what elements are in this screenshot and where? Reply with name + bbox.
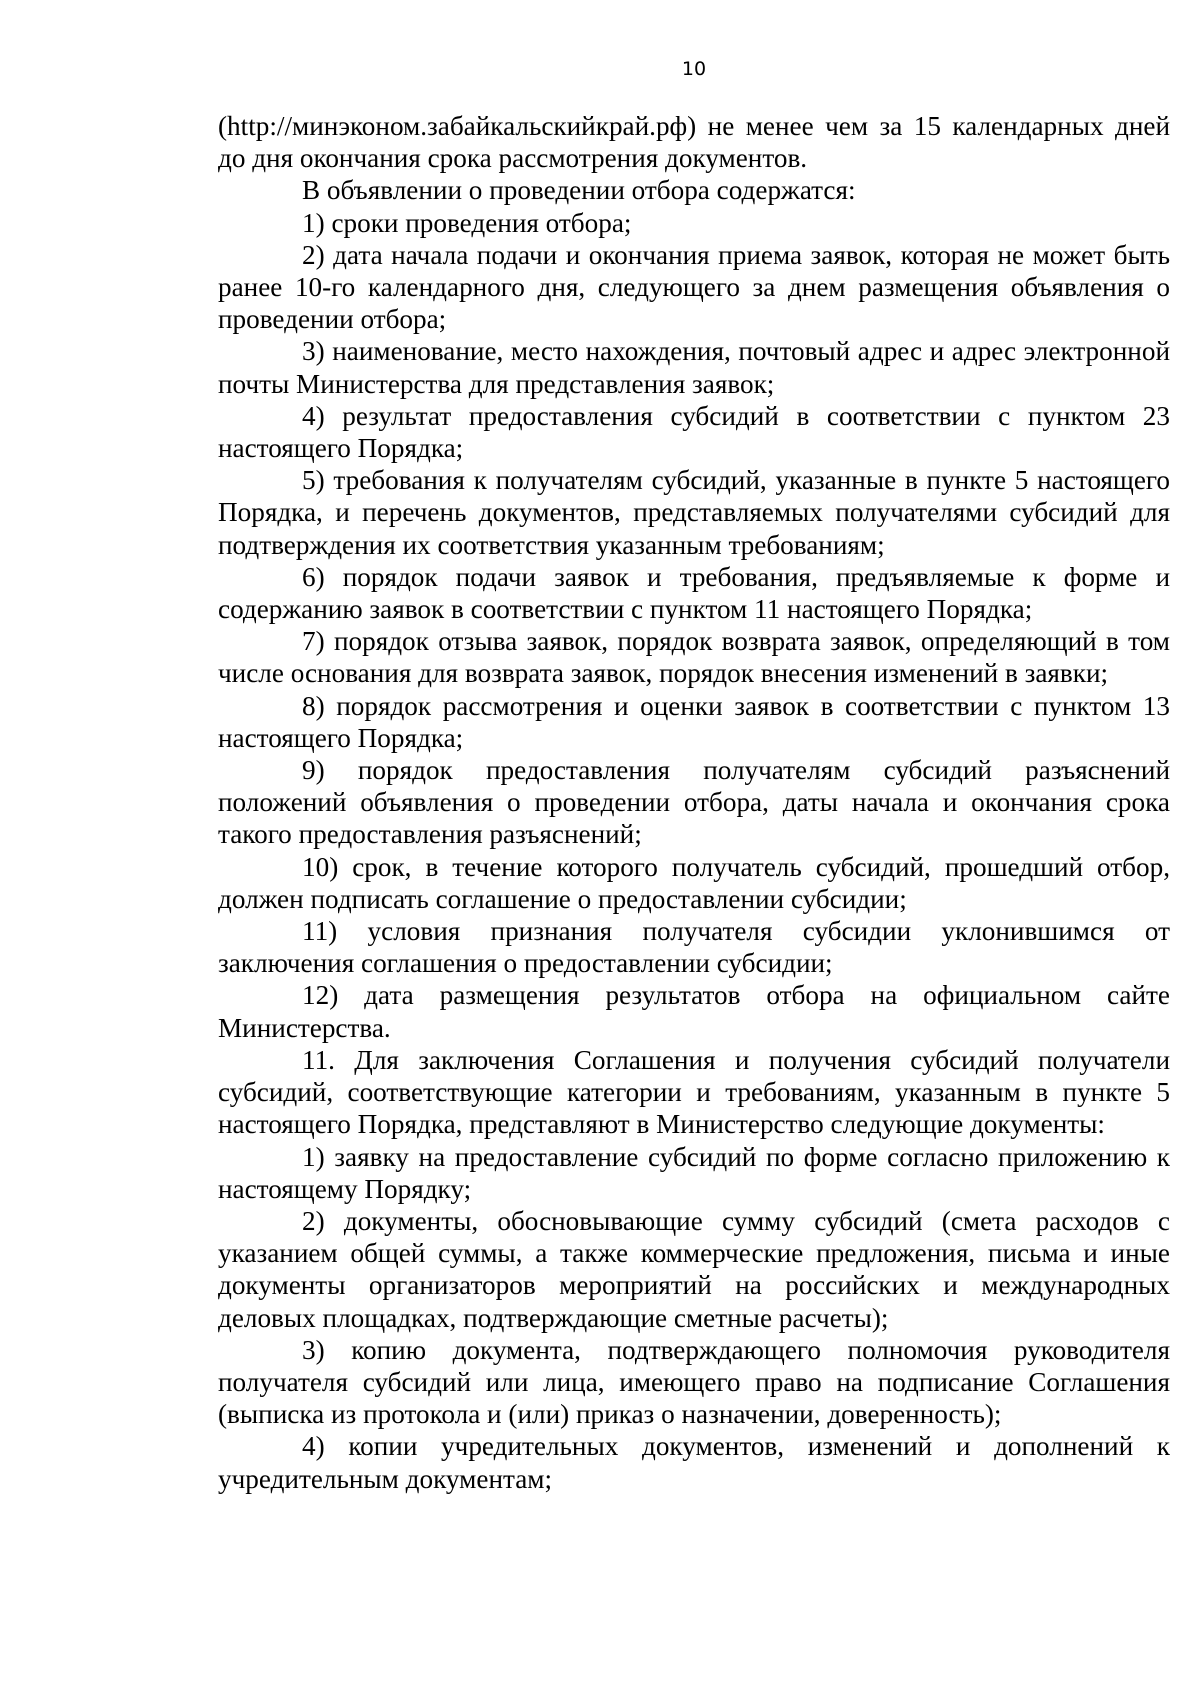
paragraph-continuation: (http://минэконом.забайкальскийкрай.рф) не менее чем за 15 календарных дней до дня окончания срока рассмотрения документов. [218, 111, 1170, 174]
list-item-7: 7) порядок отзыва заявок, порядок возврата заявок, определяющий в том числе основания для возврата заявок, порядок внесения изменений в заявки; [218, 626, 1170, 689]
document-list-item-1: 1) заявку на предоставление субсидий по форме согласно приложению к настоящему Порядку; [218, 1141, 1170, 1204]
list-item-11: 11) условия признания получателя субсидии уклонившимся от заключения соглашения о предоставлении субсидии; [218, 916, 1170, 979]
list-item-4: 4) результат предоставления субсидий в соответствии с пунктом 23 настоящего Порядка; [218, 400, 1170, 464]
list-item-9: 9) порядок предоставления получателям субсидий разъяснений положений объявления о проведении отбора, даты начала и окончания срока такого предоставления разъяснений; [218, 755, 1170, 850]
paragraph-announcement-intro: В объявлении о проведении отбора содержатся: [302, 175, 856, 206]
list-item-6: 6) порядок подачи заявок и требования, предъявляемые к форме и содержанию заявок в соответствии с пунктом 11 настоящего Порядка; [218, 561, 1170, 625]
list-item-12: 12) дата размещения результатов отбора на официальном сайте Министерства. [218, 980, 1170, 1043]
document-list-item-3: 3) копию документа, подтверждающего полномочия руководителя получателя субсидий или лица, имеющего право на подписание Соглашения (выписка из протокола и (или) приказ о назначении, доверенность); [218, 1334, 1170, 1430]
list-item-1: 1) сроки проведения отбора; [302, 207, 632, 238]
page-number: 10 [681, 58, 707, 80]
document-list-item-2: 2) документы, обосновывающие сумму субсидий (смета расходов с указанием общей суммы, а также коммерческие предложения, письма и иные документы организаторов мероприятий на российских и международных деловых площадках, подтверждающие сметные расчеты); [218, 1205, 1170, 1333]
document-body [218, 110, 1170, 1495]
section-11-paragraph: 11. Для заключения Соглашения и получения субсидий получатели субсидий, соответствующие категории и требованиям, указанным в пункте 5 настоящего Порядка, представляют в Министерство следующие документы: [218, 1044, 1170, 1140]
list-item-10: 10) срок, в течение которого получатель субсидий, прошедший отбор, должен подписать соглашение о предоставлении субсидии; [218, 851, 1170, 914]
list-item-2: 2) дата начала подачи и окончания приема заявок, которая не может быть ранее 10-го календарного дня, следующего за днем размещения объявления о проведении отбора; [218, 239, 1170, 335]
list-item-8: 8) порядок рассмотрения и оценки заявок в соответствии с пунктом 13 настоящего Порядка; [218, 690, 1170, 753]
list-item-5: 5) требования к получателям субсидий, указанные в пункте 5 настоящего Порядка, и перечень документов, представляемых получателями субсидий для подтверждения их соответствия указанным требованиям; [218, 465, 1170, 560]
list-item-3: 3) наименование, место нахождения, почтовый адрес и адрес электронной почты Министерства для представления заявок; [218, 336, 1170, 399]
document-list-item-4: 4) копии учредительных документов, изменений и дополнений к учредительным документам; [218, 1431, 1170, 1494]
